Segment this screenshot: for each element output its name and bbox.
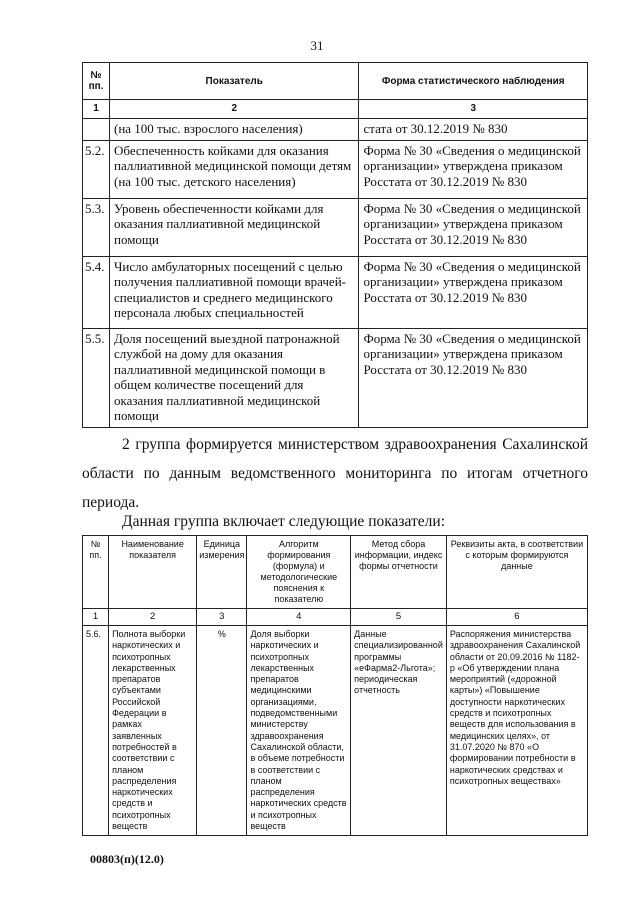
column-index: 2: [109, 100, 358, 119]
indicator-cell: Уровень обеспеченности койками для оказания паллиативной медицинской помощи: [109, 198, 358, 256]
column-header-method: Метод сбора информации, индекс формы отчетности: [351, 536, 447, 609]
method-cell: Данные специализированной программы «еФарма2-Льгота»; периодическая отчетность: [351, 626, 447, 836]
row-number: 5.2.: [83, 140, 110, 198]
table-row: [83, 198, 588, 256]
column-index: 4: [247, 609, 351, 626]
form-cell: Форма № 30 «Сведения о медицинской организации» утверждена приказом Росстата от 30.12.2019 № 830: [359, 328, 588, 427]
body-paragraph: Данная группа включает следующие показатели:: [122, 513, 446, 530]
row-number: 5.3.: [83, 198, 110, 256]
row-number: [83, 119, 110, 141]
column-index: 3: [197, 609, 247, 626]
indicators-table: [82, 535, 588, 836]
column-header-indicator: Показатель: [109, 63, 358, 100]
unit-cell: %: [197, 626, 247, 836]
column-header-requisites: Реквизиты акта, в соответствии с которым формируются данные: [446, 536, 587, 609]
column-header-name: Наименование показателя: [109, 536, 197, 609]
column-index-row: [83, 100, 588, 119]
body-paragraph: 2 группа формируется министерством здравоохранения Сахалинской области по данным ведомственного мониторинга по итогам отчетного периода.: [82, 436, 588, 511]
algorithm-cell: Доля выборки наркотических и психотропных лекарственных препаратов медицинскими организациями, подведомственными министерству здравоохранения Сахалинской области, в объеме потребности в соответствии с планом распределения наркотических средств и психотропных веществ: [247, 626, 351, 836]
form-cell: Форма № 30 «Сведения о медицинской организации» утверждена приказом Росстата от 30.12.2019 № 830: [359, 198, 588, 256]
column-header-unit: Единица измерения: [197, 536, 247, 609]
indicator-cell: Доля посещений выездной патронажной службой на дому для оказания паллиативной медицинской помощи в общем количестве посещений для оказания паллиативной медицинской помощи: [109, 328, 358, 427]
column-header-form: Форма статистического наблюдения: [359, 63, 588, 100]
column-header-number: № пп.: [83, 536, 109, 609]
column-index: 1: [83, 609, 109, 626]
column-index: 6: [446, 609, 587, 626]
indicator-cell: Число амбулаторных посещений с целью получения паллиативной помощи врачей-специалистов и среднего медицинского персонала любых специальностей: [109, 256, 358, 328]
indicator-name-cell: Полнота выборки наркотических и психотропных лекарственных препаратов субъектами Российской Федерации в рамках заявленных потребностей в соответствии с планом распределения наркотических средств и психотропных веществ: [109, 626, 197, 836]
page-number: 31: [310, 38, 324, 53]
form-cell: Форма № 30 «Сведения о медицинской организации» утверждена приказом Росстата от 30.12.2019 № 830: [359, 140, 588, 198]
column-index: 1: [83, 100, 110, 119]
statistics-table: [82, 62, 588, 428]
column-header-number: № пп.: [83, 63, 110, 100]
table-row: [83, 328, 588, 427]
document-code: 00803(п)(12.0): [90, 852, 164, 866]
table-row: [83, 119, 588, 141]
table-row: [83, 140, 588, 198]
column-index: 3: [359, 100, 588, 119]
requisites-cell: Распоряжения министерства здравоохранения Сахалинской области от 20.09.2016 № 1182-р «Об утверждении плана мероприятий («дорожной карты») «Повышение доступности наркотических средств и психотропных веществ для использования в медицинских целях», от 31.07.2020 № 870 «О формировании потребности в наркотических средствах и психотропных веществах»: [446, 626, 587, 836]
column-index-row: [83, 609, 588, 626]
table-header-row: [83, 536, 588, 609]
indicator-cell: Обеспеченность койками для оказания паллиативной медицинской помощи детям (на 100 тыс. детского населения): [109, 140, 358, 198]
form-cell: стата от 30.12.2019 № 830: [359, 119, 588, 141]
indicator-cell: (на 100 тыс. взрослого населения): [109, 119, 358, 141]
column-index: 2: [109, 609, 197, 626]
table-row: [83, 626, 588, 836]
table-row: [83, 256, 588, 328]
column-index: 5: [351, 609, 447, 626]
column-header-algorithm: Алгоритм формирования (формула) и методологические пояснения к показателю: [247, 536, 351, 609]
row-number: 5.6.: [83, 626, 109, 836]
form-cell: Форма № 30 «Сведения о медицинской организации» утверждена приказом Росстата от 30.12.2019 № 830: [359, 256, 588, 328]
row-number: 5.5.: [83, 328, 110, 427]
table-header-row: [83, 63, 588, 100]
row-number: 5.4.: [83, 256, 110, 328]
